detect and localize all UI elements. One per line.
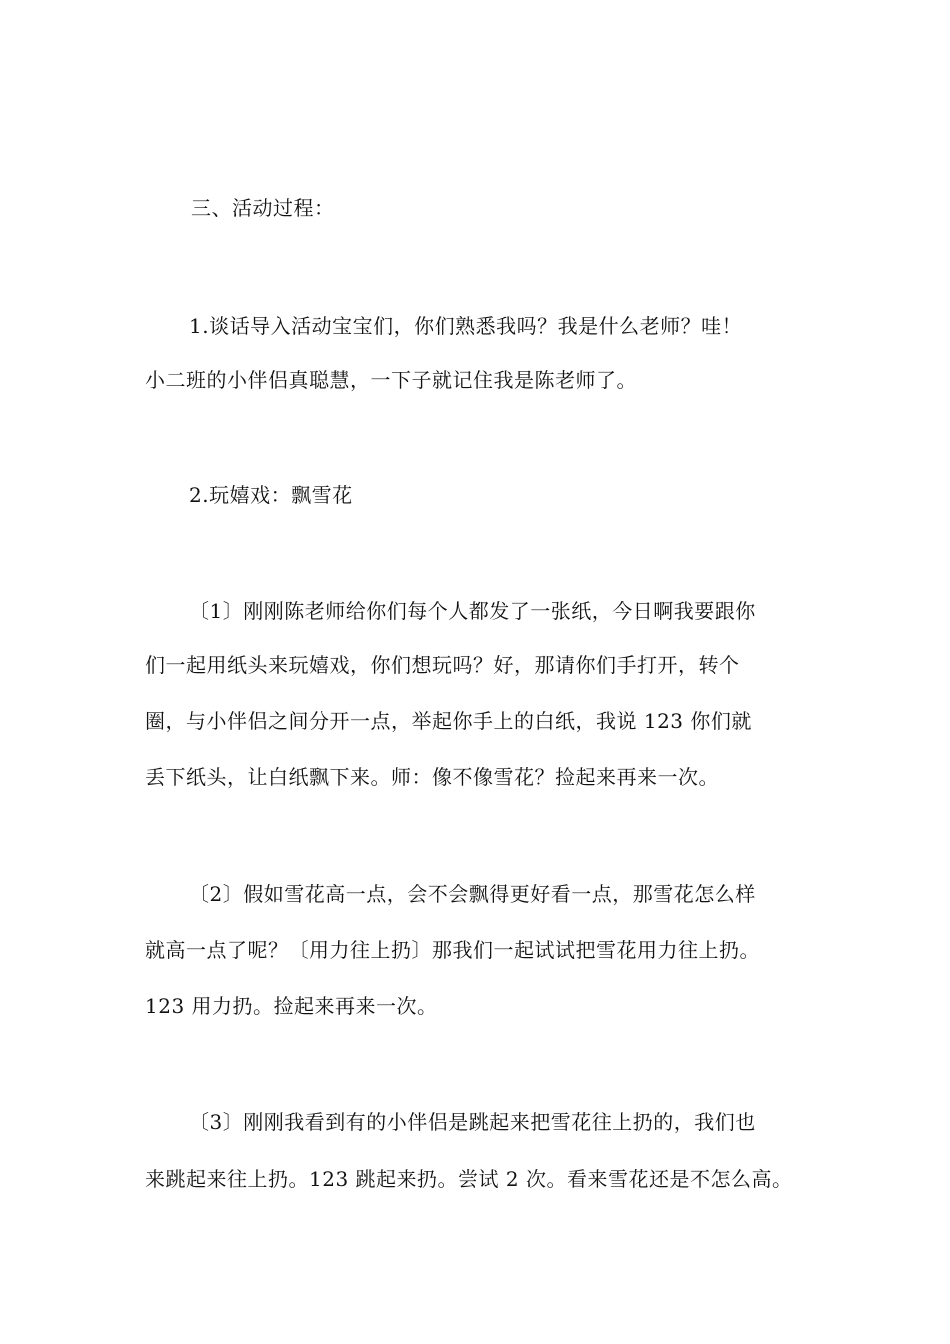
- para2-line-2: 就高一点了呢？〔用力往上扔〕那我们一起试试把雪花用力往上扔。: [145, 938, 760, 962]
- section-heading: 三、活动过程：: [191, 196, 335, 220]
- para1-line-2: 们一起用纸头来玩嬉戏，你们想玩吗？好，那请你们手打开，转个: [145, 653, 740, 677]
- para2-line-3: 123 用力扔。捡起来再来一次。: [145, 994, 438, 1018]
- para3-line-1: 〔3〕刚刚我看到有的小伴侣是跳起来把雪花往上扔的，我们也: [189, 1110, 756, 1134]
- para2-line-1: 〔2〕假如雪花高一点，会不会飘得更好看一点，那雪花怎么样: [189, 882, 756, 906]
- para1-line-4: 丢下纸头，让白纸飘下来。师：像不像雪花？捡起来再来一次。: [145, 765, 719, 789]
- item1-line-2: 小二班的小伴侣真聪慧，一下子就记住我是陈老师了。: [145, 368, 637, 392]
- para1-line-1: 〔1〕刚刚陈老师给你们每个人都发了一张纸，今日啊我要跟你: [189, 599, 756, 623]
- para1-line-3: 圈，与小伴侣之间分开一点，举起你手上的白纸，我说 123 你们就: [145, 709, 752, 733]
- item1-line-1: 1.谈话导入活动宝宝们，你们熟悉我吗？我是什么老师？哇！: [189, 314, 743, 338]
- para3-line-2: 来跳起来往上扔。123 跳起来扔。尝试 2 次。看来雪花还是不怎么高。: [145, 1167, 793, 1191]
- item2-heading: 2.玩嬉戏：飘雪花: [189, 483, 353, 507]
